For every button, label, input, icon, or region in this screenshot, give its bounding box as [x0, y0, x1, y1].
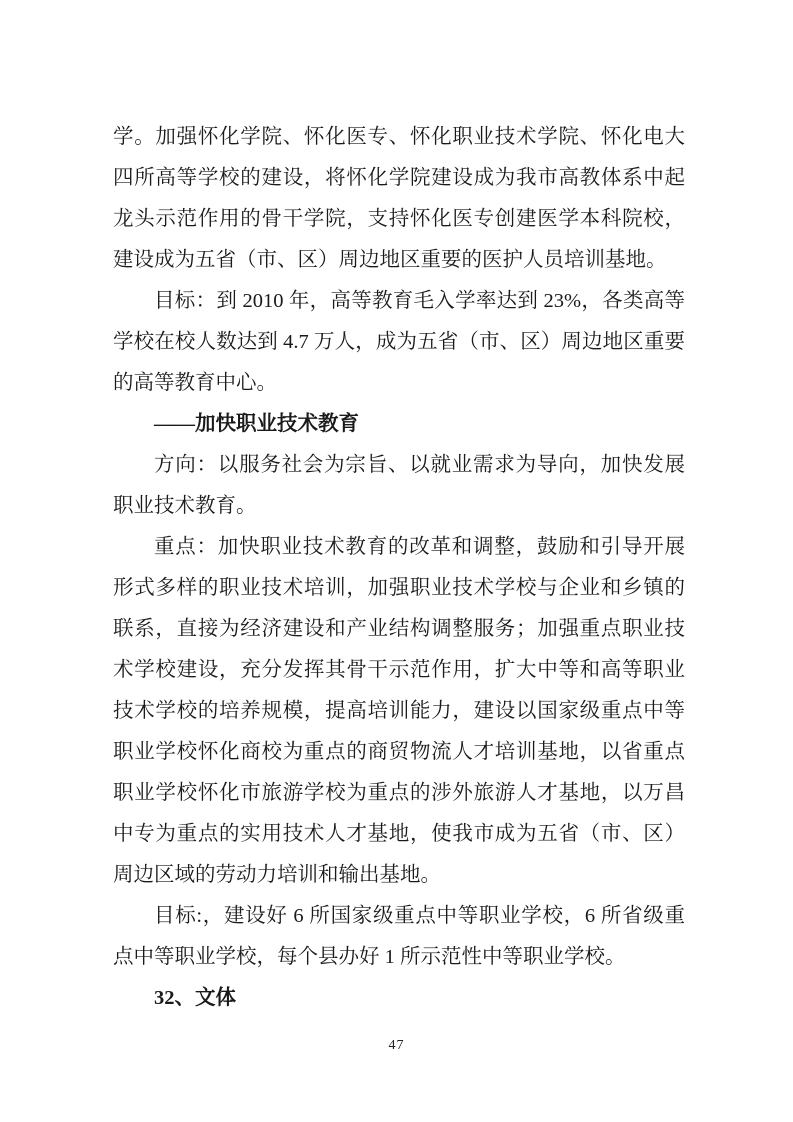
- section-heading-32-culture-sports: 32、文体: [154, 987, 236, 1009]
- paragraph-goal-vocational: 目标:，建设好 6 所国家级重点中等职业学校，6 所省级重点中等职业学校，每个县办好 1 所示范性中等职业学校。: [113, 905, 685, 968]
- paragraph-higher-ed-continuation: 学。加强怀化学院、怀化医专、怀化职业技术学院、怀化电大四所高等学校的建设，将怀化学院建设成为我市高教体系中起龙头示范作用的骨干学院，支持怀化医专创建医学本科院校，建设成为五省（市、区）周边地区重要的医护人员培训基地。: [113, 126, 685, 271]
- paragraph-key-points: 重点：加快职业技术教育的改革和调整，鼓励和引导开展形式多样的职业技术培训，加强职业技术学校与企业和乡镇的联系，直接为经济建设和产业结构调整服务；加强重点职业技术学校建设，充分发挥其骨干示范作用，扩大中等和高等职业技术学校的培养规模，提高培训能力，建设以国家级重点中等职业学校怀化商校为重点的商贸物流人才培训基地，以省重点职业学校怀化市旅游学校为重点的涉外旅游人才基地，以万昌中专为重点的实用技术人才基地，使我市成为五省（市、区）周边区域的劳动力培训和输出基地。: [113, 536, 685, 886]
- paragraph-goal-higher-ed: 目标：到 2010 年，高等教育毛入学率达到 23%，各类高等学校在校人数达到 4.7 万人，成为五省（市、区）周边地区重要的高等教育中心。: [113, 290, 685, 394]
- heading-vocational-education: ——加快职业技术教育: [154, 413, 359, 435]
- page-number: 47: [388, 1038, 405, 1053]
- paragraph-direction: 方向：以服务社会为宗旨、以就业需求为导向，加快发展职业技术教育。: [113, 454, 685, 517]
